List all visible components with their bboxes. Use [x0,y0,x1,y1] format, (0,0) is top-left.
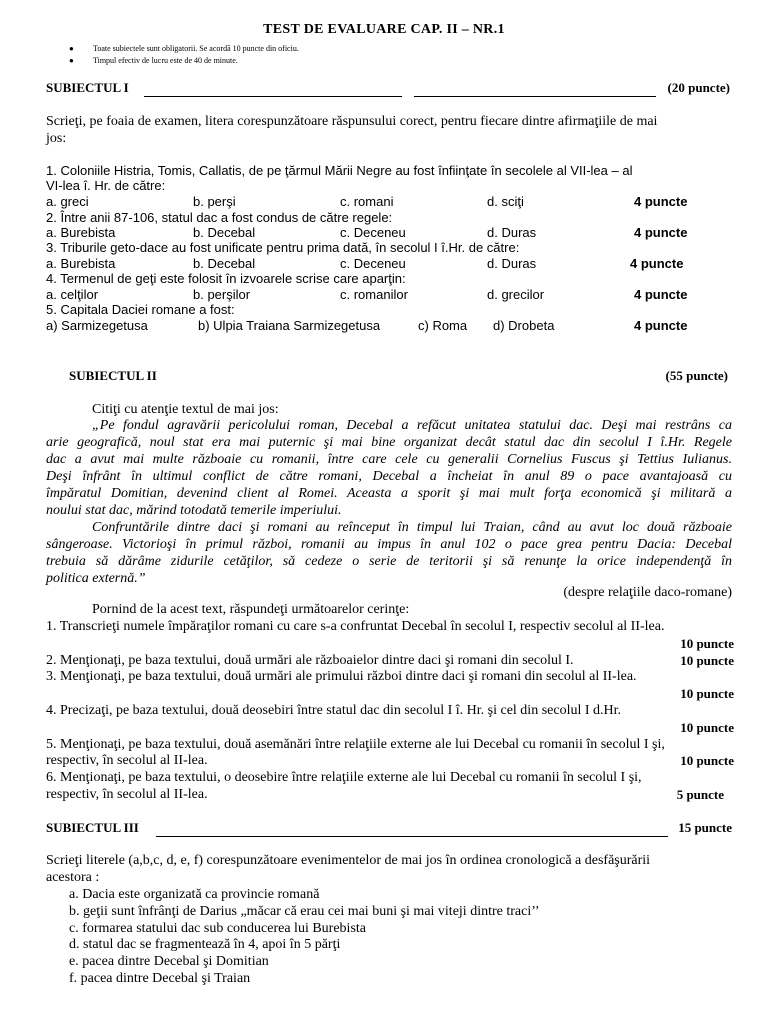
note-text: Timpul efectiv de lucru este de 40 de minute. [93,56,238,65]
bullet-icon: ● [69,44,74,53]
option-a: a. celţilor [46,287,99,302]
section-1-points: (20 puncte) [667,80,730,95]
passage-line: Deşi înfrânt în ultimul conflict de către romani, Decebal a încheiat în anul 89 o pace avantajoasă cu [46,469,732,484]
question-points: 4 puncte [630,256,684,271]
section-1-heading: SUBIECTUL I [46,80,129,95]
question-points: 4 puncte [634,318,688,333]
task-text: 3. Menţionaţi, pe baza textului, două urmări ale primului război dintre daci şi romani din secolul al II-lea. [46,669,637,684]
question-points: 4 puncte [634,225,688,240]
section-3-points: 15 puncte [678,820,732,835]
passage-line: arie geografică, noul stat era mai puternic şi mai bine organizat decât statul dac din secolul I î.Hr. Regele [46,435,732,450]
question-text: 2. Între anii 87-106, statul dac a fost condus de către regele: [46,210,393,225]
heading-underline [414,96,656,97]
passage-line: dac a avut mai multe războaie cu romanii, între care cele cu generalii Cornelius Fuscus şi Tettius Iulianus. [46,452,732,467]
question-text: 3. Triburile geto-dace au fost unificate pentru prima dată, în secolul I î.Hr. de către: [46,240,520,255]
question-text: 1. Coloniile Histria, Tomis, Callatis, de pe ţărmul Mării Negre au fost înfiinţate în secolele al VII-lea – al [46,163,633,178]
option-d: d) Drobeta [493,318,555,333]
option-b: b. perşi [193,194,236,209]
tasks-intro: Pornind de la acest text, răspundeţi următoarelor cerinţe: [92,602,410,617]
section-2-heading: SUBIECTUL II [69,368,157,383]
note-item [69,44,299,53]
option-c: c) Roma [418,318,468,333]
option-d: d. grecilor [487,287,545,302]
passage-source: (despre relaţiile daco-romane) [563,585,732,600]
option-d: d. sciţi [487,194,524,209]
question-points: 4 puncte [634,287,688,302]
task-text: 2. Menţionaţi, pe baza textului, două urmări ale războaielor dintre daci şi romani din secolul I. [46,653,574,668]
task-points: 5 puncte [676,787,724,802]
section-3-intro-cont: acestora : [46,870,100,885]
passage-line: sângeroase. Victorioşi în primul război, romanii au impus în anul 102 o pace grea pentru Dacia: Decebal [46,537,732,552]
option-a: a) Sarmizegetusa [46,318,148,333]
task-text-cont: respectiv, în secolul al II-lea. [46,753,208,768]
page-title: TEST DE EVALUARE CAP. II – NR.1 [263,22,505,37]
option-d: d. Duras [487,225,537,240]
passage-line: politica externă.” [46,571,146,586]
section-1-intro: Scrieţi, pe foaia de examen, litera corespunzătoare răspunsului corect, pentru fiecare dintre afirmaţiile de mai [46,114,658,129]
heading-underline [156,836,668,837]
note-text: Toate subiectele sunt obligatorii. Se acordă 10 puncte din oficiu. [93,44,299,53]
passage-line: trebuia să dărâme zidurile cetăţilor, să cedeze o serie de teritorii şi să renunţe la orice independenţă în [46,554,732,569]
question-text: 5. Capitala Daciei romane a fost: [46,302,235,317]
task-points: 10 puncte [680,720,734,735]
option-d: d. Duras [487,256,537,271]
event-item: f. pacea dintre Decebal şi Traian [69,971,251,986]
passage-line: Confruntările dintre daci şi romani au reînceput în timpul lui Traian, când au avut loc două războaie [92,520,732,535]
option-c: c. romanilor [340,287,408,302]
bullet-icon: ● [69,56,74,65]
option-c: c. romani [340,194,394,209]
section-3-heading: SUBIECTUL III [46,820,139,835]
option-a: a. greci [46,194,89,209]
option-b: b) Ulpia Traiana Sarmizegetusa [198,318,381,333]
task-points: 10 puncte [680,753,734,768]
option-a: a. Burebista [46,256,116,271]
note-item [69,56,238,65]
heading-underline [144,96,402,97]
section-3-intro: Scrieţi literele (a,b,c, d, e, f) corespunzătoare evenimentelor de mai jos în ordinea cronologică a desfăşurării [46,853,651,868]
event-item: d. statul dac se fragmentează în 4, apoi în 5 părţi [69,937,341,952]
section-1-intro-cont: jos: [46,131,67,146]
task-text-cont: respectiv, în secolul al II-lea. [46,787,208,802]
option-a: a. Burebista [46,225,116,240]
event-item: c. formarea statului dac sub conducerea lui Burebista [69,921,366,936]
event-item: b. geţii sunt înfrânţi de Darius „măcar că erau cei mai buni şi mai viteji dintre traci’’ [69,904,540,919]
option-c: c. Deceneu [340,256,406,271]
event-item: a. Dacia este organizată ca provincie romană [69,887,320,902]
option-c: c. Deceneu [340,225,406,240]
reading-instruction: Citiţi cu atenţie textul de mai jos: [92,402,279,417]
option-b: b. Decebal [193,256,256,271]
question-text: 4. Termenul de geţi este folosit în izvoarele scrise care aparţin: [46,271,406,286]
task-points: 10 puncte [680,653,734,668]
question-text-cont: VI-lea î. Hr. de către: [46,178,166,193]
task-points: 10 puncte [680,686,734,701]
question-points: 4 puncte [634,194,688,209]
task-text: 6. Menţionaţi, pe baza textului, o deosebire între relaţiile externe ale lui Decebal cu romanii în secolul I şi, [46,770,642,785]
passage-line: „Pe fondul agravării pericolului roman, Decebal a refăcut unitatea statului dac. Deşi mai restrâns ca [92,418,732,433]
event-item: e. pacea dintre Decebal şi Domitian [69,954,269,969]
task-text: 5. Menţionaţi, pe baza textului, două asemănări între relaţiile externe ale lui Decebal cu romanii în secolul I şi, [46,737,665,752]
option-b: b. Decebal [193,225,256,240]
option-b: b. perşilor [193,287,251,302]
section-2-points: (55 puncte) [665,368,728,383]
task-text: 1. Transcrieţi numele împăraţilor romani cu care s-a confruntat Decebal în secolul I, respectiv secolul al II-lea. [46,619,665,634]
task-points: 10 puncte [680,636,734,651]
task-text: 4. Precizaţi, pe baza textului, două deosebiri între statul dac din secolul I î. Hr. şi cel din secolul I d.Hr. [46,703,622,718]
passage-line: noului stat dac, mărind totodată temerile imperiului. [46,503,342,518]
passage-line: împăratul Domitian, devenind client al Romei. Aceasta a sporit şi mai mult forţa economică şi militară a [46,486,732,501]
